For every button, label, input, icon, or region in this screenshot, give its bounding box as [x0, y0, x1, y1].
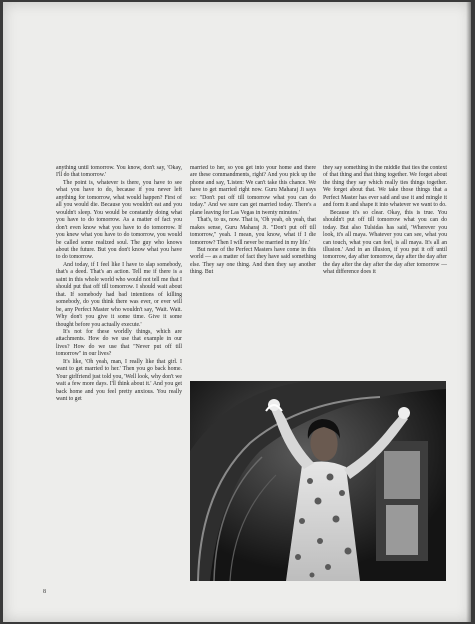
paragraph: The point is, whatever is there, you have to see what you have to do, because if you never left anything for tomorrow, what would happen? First of all you would die. Because you wouldn't eat and you wouldn't sleep. You would be constantly doing what you have to do tomorrow. As a matter of fact you don't even know what you have to do tomorrow. If you knew what you have to do tomorrow, you would be called some realized soul. The guy who knows about the future. But you don't know what you have to do tomorrow. — [56, 179, 182, 261]
text-column-3 — [323, 165, 447, 375]
paragraph: And today, if I feel like I have to slap somebody, that's a deed. That's an action. Tell me if there is a saint in this whole world who would not tell me that I should put that off till tomorrow. I should wait about that. If somebody had bad intentions of killing somebody, do you think there was ever, or ever will be, any Perfect Master who wouldn't say, 'Wait. Wait. Why don't you give it some time. Give it some thought before you actually execute.' — [56, 261, 182, 328]
paragraph: But none of the Perfect Masters have come in this world — as a matter of fact they have said something else. They say one thing. And then they say another thing. But — [190, 246, 316, 276]
photograph-icon — [190, 381, 446, 581]
text-column-2 — [190, 165, 316, 370]
text-column-1 — [56, 165, 182, 585]
paragraph: It's like, 'Oh yeah, man, I really like that girl. I want to get married to her.' Then you go back home. Your girlfriend just told you, 'Well look, why don't we wait a few more days. I'll think about it.' And you get back home and you feel pretty anxious. You really want to get — [56, 358, 182, 403]
paragraph: anything until tomorrow. You know, don't say, 'Okay, I'll do that tomorrow.' — [56, 165, 182, 179]
paragraph: It's not for these worldly things, which are attachments. How do we use that example in our lives? How do we use that "Never put off till tomorrow" in our lives? — [56, 328, 182, 358]
paragraph: Because it's so clear. Okay, this is true. You shouldn't put off till tomorrow what you can do today. But also Tulsidas has said, 'Wherever you look, it's all maya. Whatever you can see, what you can touch, what you can feel, is all maya. It's all an illusion.' And in an illusion, if you put it off until tomorrow, day after tomorrow, day after the day after the day after the day after the day after tomorrow — what difference does it — [323, 209, 447, 276]
paragraph: That's, to us, now. That is, 'Oh yeah, oh yeah, that makes sense, Guru Maharaj Ji. "Don't put off till tomorrow," yeah. I mean, you know, what if I die tomorrow? Then I will never be married in my life.' — [190, 217, 316, 246]
paragraph: they say something in the middle that ties the context of that thing and that thing together. We forget about the thing they say which really ties things together. We forget about that. We take those things that a Perfect Master has ever said and use it and mingle it and form it and shape it into whatever we want to do. — [323, 165, 447, 209]
stage-photograph — [190, 381, 446, 581]
magazine-page — [3, 2, 471, 622]
paragraph: married to her, so you get into your home and there are these commandments, right? And you pick up the phone and say, 'Listen: We can't take this chance. We have to get married right now. Guru Maharaj Ji says so: "Don't put off till tomorrow what you can do today." And we sure can get married today. There's a plane leaving for Las Vegas in twenty minutes.' — [190, 165, 316, 216]
page-number: 8 — [43, 589, 46, 595]
